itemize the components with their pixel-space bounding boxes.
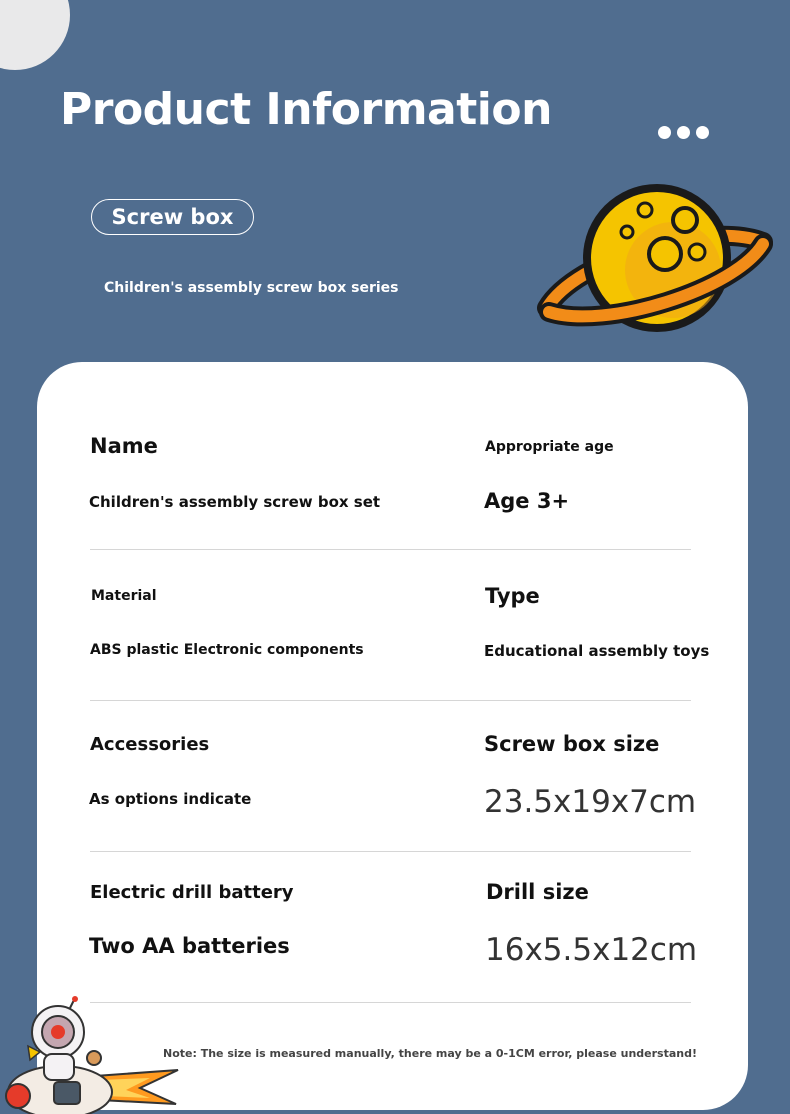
age-value: Age 3+ [484, 489, 570, 513]
name-label: Name [90, 434, 158, 458]
divider [90, 851, 691, 852]
divider [90, 1002, 691, 1003]
drill-size-label: Drill size [486, 880, 589, 904]
battery-label: Electric drill battery [90, 882, 294, 903]
accessories-value: As options indicate [89, 790, 252, 808]
product-badge-label: Screw box [111, 205, 234, 229]
series-subtitle: Children's assembly screw box series [104, 280, 399, 296]
material-label: Material [91, 588, 157, 604]
name-value: Children's assembly screw box set [89, 493, 381, 511]
corner-decoration [0, 0, 70, 70]
box-size-value: 23.5x19x7cm [484, 784, 697, 820]
divider [90, 549, 691, 550]
product-badge [91, 199, 254, 235]
divider [90, 700, 691, 701]
box-size-label: Screw box size [484, 732, 660, 756]
accessories-label: Accessories [90, 734, 210, 755]
page-title: Product Information [60, 84, 552, 135]
astronaut-rocket-illustration [0, 996, 180, 1114]
type-label: Type [485, 584, 540, 608]
measurement-note: Note: The size is measured manually, there may be a 0-1CM error, please understand! [163, 1047, 698, 1060]
battery-value: Two AA batteries [89, 934, 290, 958]
more-dots-icon [658, 126, 709, 139]
age-label: Appropriate age [485, 439, 614, 455]
type-value: Educational assembly toys [484, 642, 710, 660]
planet-illustration [535, 180, 775, 340]
material-value: ABS plastic Electronic components [90, 642, 364, 658]
drill-size-value: 16x5.5x12cm [485, 932, 698, 968]
